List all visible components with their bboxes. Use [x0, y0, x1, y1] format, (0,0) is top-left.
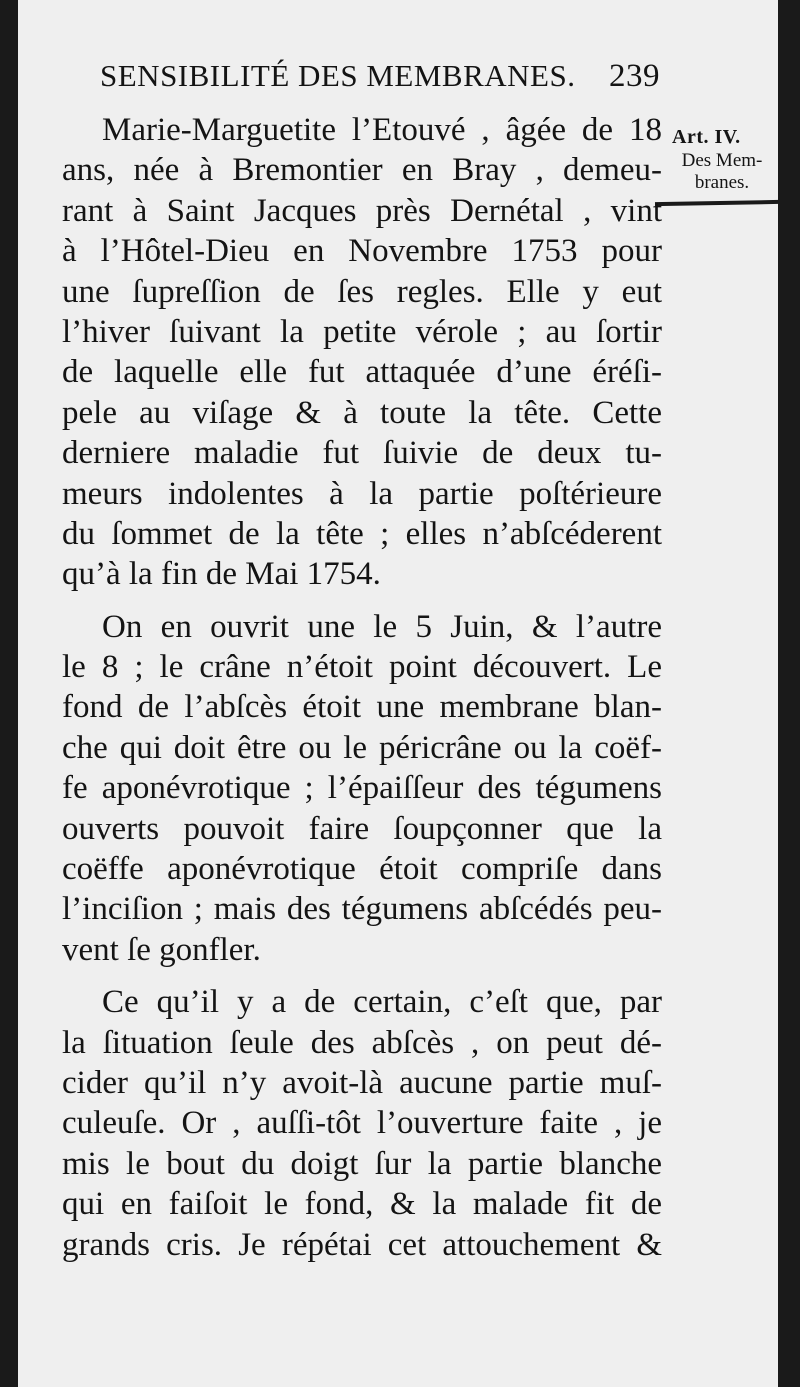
running-head: [100, 58, 660, 102]
text-line: mis le bout du doigt ſur la partie blanche: [62, 1145, 662, 1182]
marginal-subject-line-1: Des Mem-: [681, 150, 763, 171]
text-line: fond de l’abſcès étoit une membrane blan-: [62, 689, 662, 726]
text-line: On en ouvrit une le 5 Juin, & l’autre: [102, 608, 662, 645]
paragraph: [62, 607, 662, 971]
text-line: la ſituation ſeule des abſcès , on peut dé-: [62, 1024, 662, 1061]
text-line: rant à Saint Jacques près Dernétal , vint: [62, 192, 662, 229]
marginal-subject-line-2: branes.: [694, 172, 750, 193]
paragraph: [62, 982, 662, 1265]
paragraph: [62, 110, 662, 595]
text-line: qui en faiſoit le fond, & la malade fit de: [62, 1186, 662, 1223]
page-edge-left: [0, 0, 18, 1387]
text-line: fe aponévrotique ; l’épaiſſeur des tégumens: [62, 770, 662, 807]
body-text: [62, 110, 662, 1265]
text-line: pele au viſage & à toute la tête. Cette: [62, 394, 662, 431]
text-line: coëffe aponévrotique étoit compriſe dans: [62, 851, 662, 888]
text-line: l’inciſion ; mais des tégumens abſcédés peu-: [62, 891, 662, 928]
running-head-title: SENSIBILITÉ DES MEMBRANES.: [100, 58, 576, 93]
text-line: culeuſe. Or , auſſi-tôt l’ouverture faite , je: [62, 1105, 662, 1142]
text-line: ouverts pouvoit faire ſoupçonner que la: [62, 810, 662, 847]
text-line: de laquelle elle fut attaquée d’une éréſi-: [62, 354, 662, 391]
text-line: derniere maladie fut ſuivie de deux tu-: [62, 435, 662, 472]
text-line: cider qu’il n’y avoit-là aucune partie muſ-: [62, 1064, 662, 1101]
text-line: du ſommet de la tête ; elles n’abſcéderent: [62, 515, 662, 552]
text-line: une ſupreſſion de ſes regles. Elle y eut: [62, 273, 662, 310]
text-line: meurs indolentes à la partie poſtérieure: [62, 475, 662, 512]
text-line: Marie-Marguetite l’Etouvé , âgée de 18: [102, 112, 662, 148]
text-line: ans, née à Bremontier en Bray , demeu-: [62, 152, 662, 189]
page-number: 239: [609, 58, 660, 94]
text-line: vent ſe gonfler.: [62, 931, 261, 968]
text-line: che qui doit être ou le péricrâne ou la coëf-: [62, 729, 662, 766]
text-line: grands cris. Je répétai cet attouchement &: [62, 1226, 662, 1263]
text-line: l’hiver ſuivant la petite vérole ; au ſortir: [62, 313, 662, 350]
page-edge-right: [778, 0, 800, 1387]
marginal-note: [672, 126, 780, 193]
marginal-article: Art. IV.: [672, 126, 741, 148]
text-line: Ce qu’il y a de certain, c’eſt que, par: [102, 984, 662, 1021]
text-line: le 8 ; le crâne n’étoit point découvert. Le: [62, 649, 662, 686]
text-line: qu’à la fin de Mai 1754.: [62, 556, 381, 593]
text-line: à l’Hôtel-Dieu en Novembre 1753 pour: [62, 233, 662, 270]
